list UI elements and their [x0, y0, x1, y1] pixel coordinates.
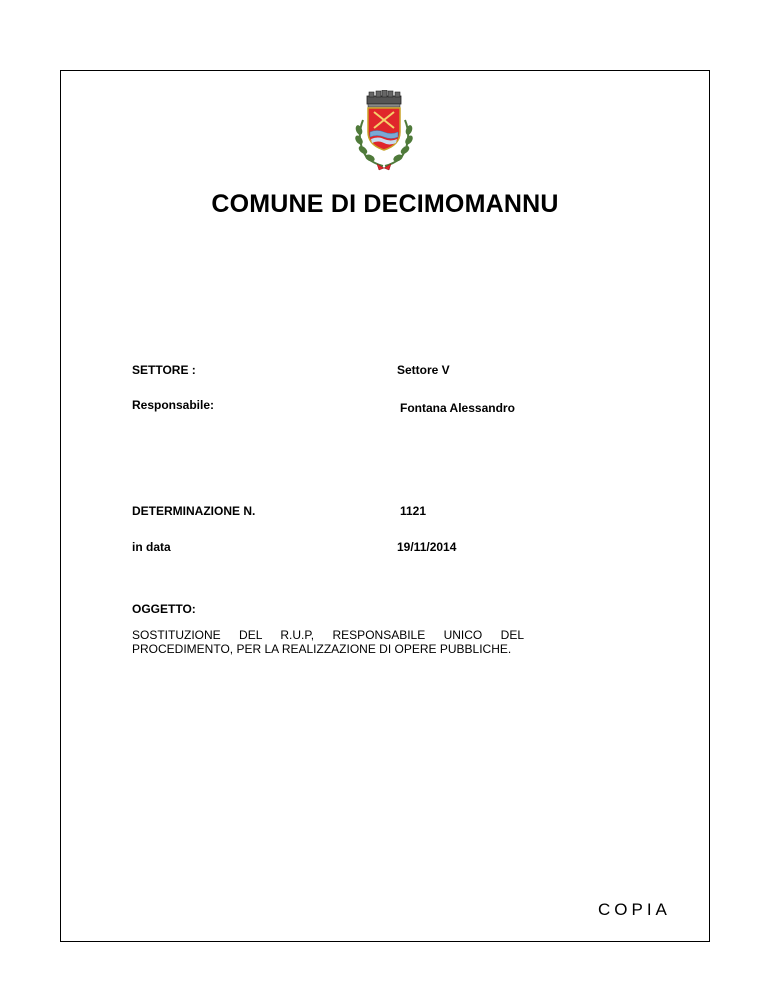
- oggetto-text: SOSTITUZIONE DEL R.U.P, RESPONSABILE UNICO DEL PROCEDIMENTO, PER LA REALIZZAZIONE DI OPERE PUBBLICHE.: [132, 628, 524, 656]
- data-value: 19/11/2014: [397, 540, 457, 554]
- determinazione-value: 1121: [400, 504, 427, 518]
- responsabile-value: Fontana Alessandro: [400, 401, 515, 415]
- municipal-coat-of-arms-icon: [341, 90, 427, 176]
- settore-value: Settore V: [397, 363, 450, 377]
- responsabile-label: Responsabile:: [132, 398, 215, 412]
- copia-stamp: COPIA: [598, 900, 671, 919]
- oggetto-label: OGGETTO:: [132, 602, 196, 616]
- determinazione-label: DETERMINAZIONE N.: [132, 504, 256, 518]
- settore-label: SETTORE :: [132, 363, 196, 377]
- page-title: COMUNE DI DECIMOMANNU: [211, 190, 559, 218]
- data-label: in data: [132, 540, 171, 554]
